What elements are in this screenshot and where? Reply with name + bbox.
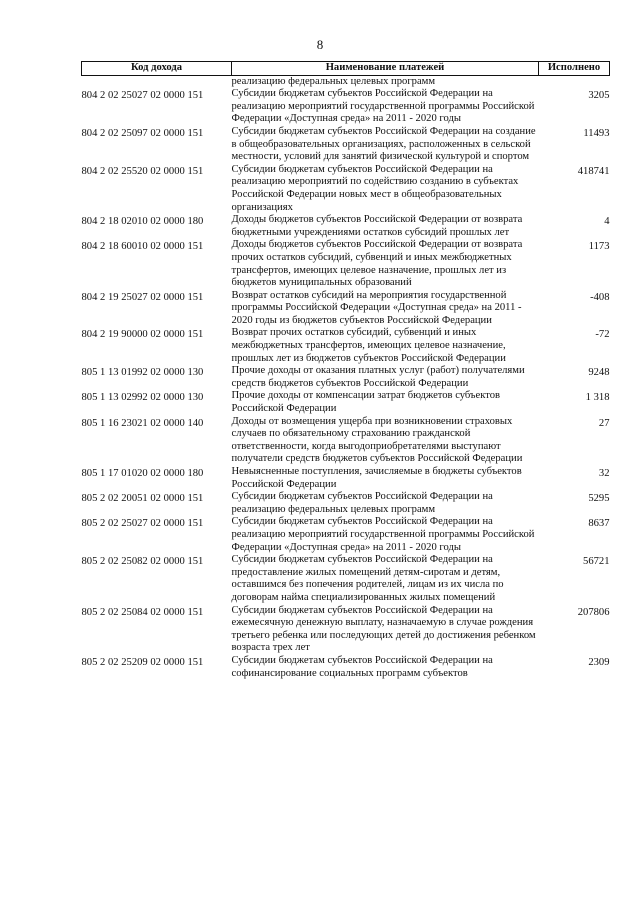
revenue-code: 804 2 19 25027 02 0000 151 bbox=[81, 291, 204, 303]
table-row bbox=[82, 365, 610, 390]
executed-amount: 11493 bbox=[583, 127, 610, 139]
payment-name: Субсидии бюджетам субъектов Российской Федерации на реализацию федеральных целевых программ bbox=[231, 491, 493, 515]
payment-name: Субсидии бюджетам субъектов Российской Федерации на предоставление жилых помещений детям-сиротам и детям, оставшимся без попечения родителей, лицам из их числа по договорам найма специализированных жилых помещений bbox=[231, 554, 504, 603]
table-row bbox=[82, 327, 610, 365]
header-code: Код дохода bbox=[82, 62, 232, 76]
table-row bbox=[82, 88, 610, 126]
executed-amount: 4 bbox=[604, 216, 610, 228]
revenue-code: 805 1 17 01020 02 0000 180 bbox=[81, 468, 204, 479]
revenue-code: 804 2 18 02010 02 0000 180 bbox=[81, 216, 204, 228]
payment-name: Невыясненные поступления, зачисляемые в бюджеты субъектов Российской Федерации bbox=[231, 466, 522, 490]
executed-amount: 56721 bbox=[583, 556, 610, 568]
executed-amount: -72 bbox=[595, 329, 610, 341]
revenue-table bbox=[81, 61, 610, 680]
revenue-code: 805 2 02 20051 02 0000 151 bbox=[81, 493, 204, 505]
revenue-code: 805 1 16 23021 02 0000 140 bbox=[81, 417, 204, 429]
payment-name: Субсидии бюджетам субъектов Российской Федерации на реализацию мероприятий по содействию созданию в субъектах Российской Федерации новых мест в общеобразовательных организациях bbox=[231, 163, 519, 213]
table-row bbox=[82, 239, 610, 289]
table-row bbox=[82, 416, 610, 466]
executed-amount: 5295 bbox=[588, 493, 610, 505]
revenue-code: 804 2 18 60010 02 0000 151 bbox=[81, 241, 204, 253]
continuation-code-cell bbox=[82, 75, 232, 88]
revenue-code: 805 2 02 25082 02 0000 151 bbox=[81, 556, 204, 568]
payment-name: Доходы от возмещения ущерба при возникновении страховых случаев по обязательному страхованию гражданской ответственности, когда выгодоприобретателями выступают получатели средств бюджетов субъектов Российской Федерации bbox=[231, 415, 523, 465]
executed-amount: 32 bbox=[598, 468, 610, 479]
table-header-row bbox=[82, 62, 610, 76]
revenue-code: 805 2 02 25027 02 0000 151 bbox=[81, 518, 204, 530]
payment-name: Субсидии бюджетам субъектов Российской Федерации на реализацию мероприятий государственной программы Российской Федерации «Доступная среда» на 2011 - 2020 годы bbox=[231, 516, 535, 553]
executed-amount: 1 318 bbox=[585, 392, 610, 404]
table-row bbox=[82, 466, 610, 491]
table-row bbox=[82, 164, 610, 214]
table-row bbox=[82, 290, 610, 328]
revenue-code: 805 2 02 25084 02 0000 151 bbox=[81, 606, 204, 618]
header-name: Наименование платежей bbox=[232, 62, 539, 76]
executed-amount: 3205 bbox=[588, 90, 610, 102]
table-row bbox=[82, 554, 610, 604]
payment-name: Субсидии бюджетам субъектов Российской Федерации на реализацию мероприятий государственной программы Российской Федерации «Доступная среда» на 2011 - 2020 годы bbox=[231, 88, 535, 125]
payment-name: Возврат остатков субсидий на мероприятия государственной программы Российской Федерации «Доступная среда» на 2011 - 2020 годы из бюджетов субъектов Российской Федерации bbox=[231, 289, 522, 326]
executed-amount: -408 bbox=[590, 291, 610, 303]
continuation-amount-cell bbox=[539, 75, 610, 88]
executed-amount: 207806 bbox=[577, 606, 610, 618]
executed-amount: 1173 bbox=[588, 241, 610, 253]
table-body bbox=[82, 75, 610, 680]
table-row bbox=[82, 516, 610, 554]
table-row bbox=[82, 126, 610, 164]
payment-name: Субсидии бюджетам субъектов Российской Федерации на ежемесячную денежную выплату, назначаемую в случае рождения третьего ребенка или последующих детей до достижения ребенком возраста трех лет bbox=[231, 604, 536, 654]
payment-name: Возврат прочих остатков субсидий, субвенций и иных межбюджетных трансфертов, имеющих целевое назначение, прошлых лет из бюджетов субъектов Российской Федерации bbox=[231, 327, 506, 364]
executed-amount: 8637 bbox=[588, 518, 610, 530]
payment-name: Субсидии бюджетам субъектов Российской Федерации на создание в общеобразовательных организациях, расположенных в сельской местности, условий для занятий физической культурой и спортом bbox=[231, 125, 536, 163]
revenue-code: 805 1 13 01992 02 0000 130 bbox=[81, 367, 204, 379]
revenue-code: 804 2 02 25027 02 0000 151 bbox=[81, 90, 204, 102]
table-row bbox=[82, 214, 610, 239]
executed-amount: 2309 bbox=[588, 656, 610, 668]
revenue-code: 804 2 02 25520 02 0000 151 bbox=[81, 165, 204, 177]
payment-name: Прочие доходы от оказания платных услуг (работ) получателями средств бюджетов субъектов Российской Федерации bbox=[231, 365, 525, 389]
table-row bbox=[82, 605, 610, 655]
page-number: 8 bbox=[316, 37, 324, 52]
payment-name: Субсидии бюджетам субъектов Российской Федерации на софинансирование социальных программ субъектов bbox=[231, 654, 493, 679]
revenue-code: 804 2 02 25097 02 0000 151 bbox=[81, 127, 204, 139]
payment-name: Доходы бюджетов субъектов Российской Федерации от возврата бюджетными учреждениями остатков субсидий прошлых лет bbox=[231, 214, 523, 238]
payment-name: Прочие доходы от компенсации затрат бюджетов субъектов Российской Федерации bbox=[231, 390, 501, 415]
header-amount: Исполнено bbox=[539, 62, 610, 76]
table-row bbox=[82, 491, 610, 516]
continuation-text: реализацию федеральных целевых программ bbox=[231, 75, 436, 87]
executed-amount: 27 bbox=[598, 417, 610, 429]
executed-amount: 9248 bbox=[588, 367, 610, 379]
revenue-code: 804 2 19 90000 02 0000 151 bbox=[81, 329, 204, 341]
table-row bbox=[82, 655, 610, 680]
payment-name: Доходы бюджетов субъектов Российской Федерации от возврата прочих остатков субсидий, субвенций и иных межбюджетных трансфертов, имеющих целевое назначение, прошлых лет из бюджетов муниципальных образований bbox=[231, 239, 523, 289]
continuation-row bbox=[82, 75, 610, 88]
revenue-code: 805 1 13 02992 02 0000 130 bbox=[81, 392, 204, 404]
table-row bbox=[82, 390, 610, 415]
revenue-code: 805 2 02 25209 02 0000 151 bbox=[81, 656, 204, 668]
executed-amount: 418741 bbox=[577, 165, 610, 177]
